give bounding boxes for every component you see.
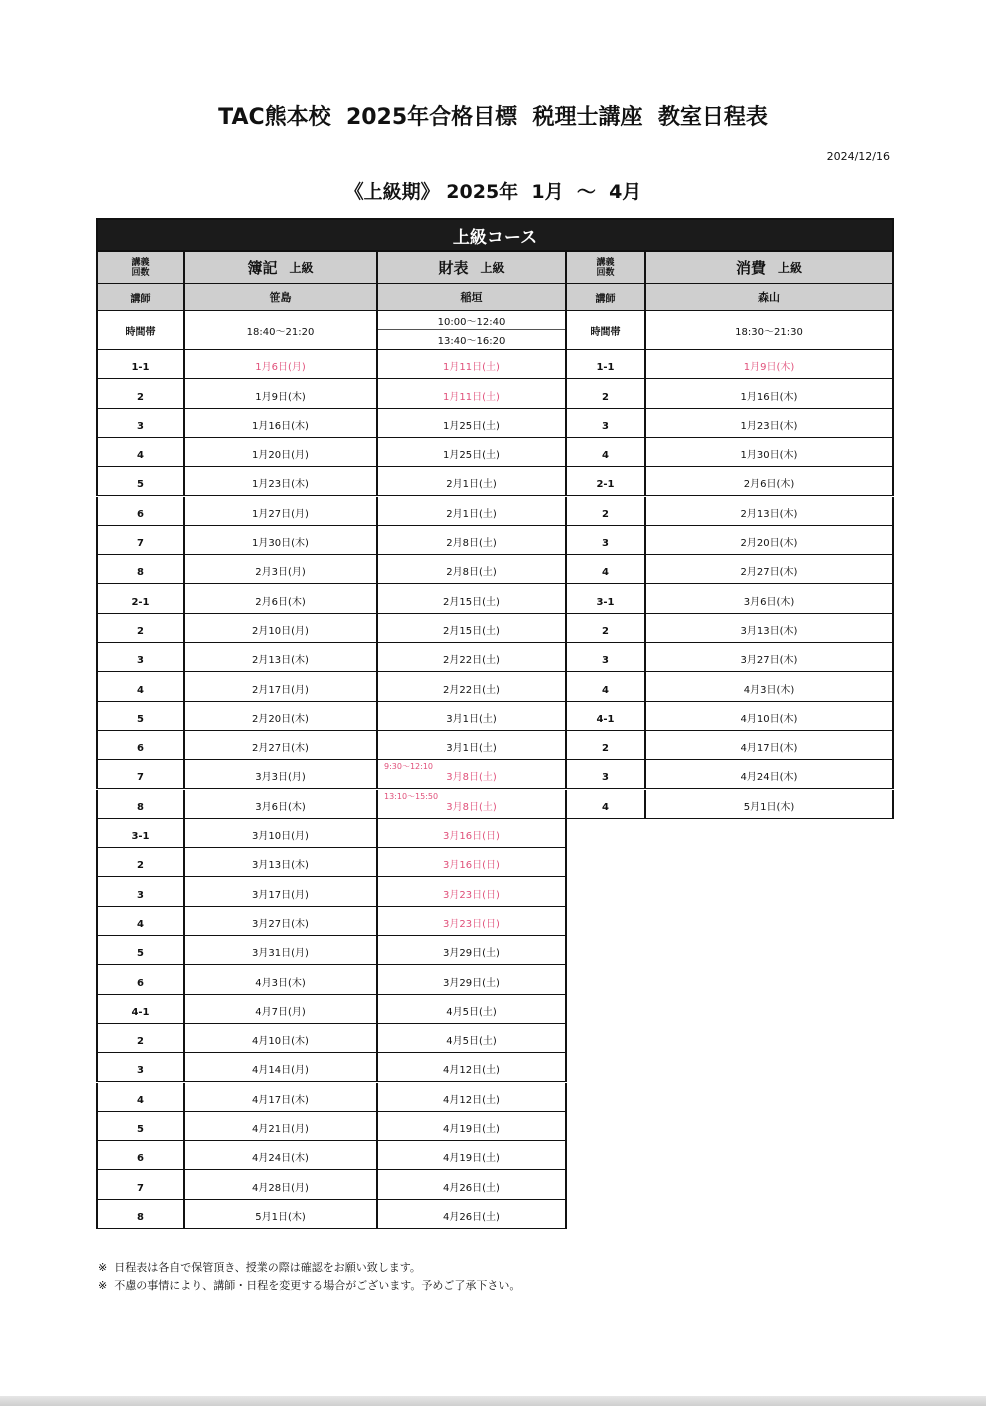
zaihyo-date-cell — [378, 409, 567, 438]
zaihyo-date-cell — [378, 965, 567, 994]
zaihyo-date-cell — [378, 877, 567, 906]
zaihyo-date: 2月8日(土) — [446, 538, 497, 550]
zaihyo-date-cell — [378, 467, 567, 496]
zaihyo-date: 4月5日(土) — [446, 1006, 497, 1018]
header-lecture-label: 講義 — [596, 257, 615, 268]
shohi-date-cell — [646, 555, 894, 584]
lecture-no: 4-1 — [596, 713, 615, 725]
subject-name: 簿記 — [247, 259, 278, 277]
lecture-no-cell — [567, 702, 646, 731]
lecture-no: 3 — [602, 772, 609, 784]
lecture-no: 3 — [137, 889, 144, 901]
lecture-no: 2-1 — [131, 596, 150, 608]
lecture-no: 6 — [137, 743, 144, 755]
shohi-date: 4月17日(木) — [740, 743, 798, 755]
zaihyo-date-cell — [378, 350, 567, 379]
boki-date-cell — [185, 907, 378, 936]
zaihyo-date: 2月15日(土) — [443, 596, 500, 608]
lecture-no-cell — [567, 409, 646, 438]
subject-level: 上級 — [289, 261, 314, 275]
lecture-no: 6 — [137, 977, 144, 989]
lecture-no: 2 — [602, 391, 609, 403]
lecture-no: 4 — [602, 801, 609, 813]
shohi-date-cell — [646, 497, 894, 526]
zaihyo-date: 3月16日(日) — [443, 860, 500, 872]
header-shohi — [646, 252, 894, 284]
teacher-name: 稲垣 — [460, 291, 483, 304]
boki-date-cell — [185, 555, 378, 584]
zaihyo-date: 4月26日(土) — [443, 1211, 500, 1223]
teacher-label: 講師 — [130, 293, 151, 305]
lecture-no: 4 — [602, 567, 609, 579]
period-subtitle: 《上級期》 2025年 1月 ～ 4月 — [344, 181, 642, 203]
zaihyo-date-cell — [378, 907, 567, 936]
zaihyo-date: 2月22日(土) — [443, 655, 500, 667]
boki-date: 3月27日(木) — [252, 918, 309, 930]
shohi-date: 3月6日(木) — [743, 596, 795, 608]
lecture-no-cell — [96, 965, 185, 994]
header-lecture-no — [96, 252, 185, 284]
time-range: 10:00～12:40 — [437, 316, 506, 328]
lecture-no-cell — [96, 614, 185, 643]
time-slot-morning — [378, 311, 565, 330]
lecture-no: 7 — [137, 1182, 144, 1194]
boki-date: 4月3日(木) — [255, 977, 306, 989]
lecture-no: 2 — [602, 508, 609, 520]
shohi-date-cell — [646, 584, 894, 613]
boki-date-cell — [185, 1141, 378, 1170]
zaihyo-date-cell — [378, 790, 567, 819]
boki-date: 2月3日(月) — [255, 567, 306, 579]
shohi-date: 2月20日(木) — [740, 538, 798, 550]
time-label-cell — [567, 311, 646, 350]
lecture-no-cell — [567, 760, 646, 789]
shohi-date-cell — [646, 760, 894, 789]
subject-name: 財表 — [438, 259, 469, 277]
boki-date-cell — [185, 731, 378, 760]
lecture-no: 7 — [137, 538, 144, 550]
subject-level: 上級 — [480, 261, 505, 275]
boki-date-cell — [185, 819, 378, 848]
lecture-no-cell — [96, 760, 185, 789]
zaihyo-date: 2月1日(土) — [446, 479, 497, 491]
lecture-no-cell — [96, 526, 185, 555]
lecture-no: 3 — [602, 538, 609, 550]
lecture-no-cell — [96, 1112, 185, 1141]
zaihyo-date-cell — [378, 614, 567, 643]
time-zaihyo-cell — [378, 311, 567, 350]
zaihyo-date: 2月1日(土) — [446, 508, 497, 520]
zaihyo-date-cell — [378, 526, 567, 555]
header-boki — [185, 252, 378, 284]
zaihyo-date-cell — [378, 379, 567, 408]
lecture-no-cell — [96, 995, 185, 1024]
zaihyo-date: 4月19日(土) — [443, 1124, 500, 1136]
zaihyo-date: 3月29日(土) — [443, 948, 500, 960]
lecture-no-cell — [96, 672, 185, 701]
shohi-date: 2月27日(木) — [740, 567, 798, 579]
lecture-no: 3 — [137, 420, 144, 432]
shohi-date: 5月1日(木) — [743, 801, 795, 813]
boki-date-cell — [185, 1200, 378, 1229]
lecture-no: 4 — [137, 1094, 144, 1106]
teacher-boki-cell — [185, 284, 378, 311]
boki-date: 1月30日(木) — [252, 538, 309, 550]
boki-date: 3月17日(月) — [252, 889, 309, 901]
boki-date-cell — [185, 1024, 378, 1053]
boki-date-cell — [185, 409, 378, 438]
boki-date-cell — [185, 584, 378, 613]
zaihyo-date: 3月1日(土) — [446, 743, 497, 755]
shohi-date: 2月6日(木) — [743, 479, 795, 491]
zaihyo-date: 4月12日(土) — [443, 1065, 500, 1077]
lecture-no: 4 — [137, 450, 144, 462]
issue-date: 2024/12/16 — [826, 150, 890, 163]
lecture-no-cell — [96, 1170, 185, 1199]
zaihyo-date: 4月19日(土) — [443, 1153, 500, 1165]
boki-date-cell — [185, 965, 378, 994]
zaihyo-date: 1月11日(土) — [443, 391, 500, 403]
shohi-date-cell — [646, 643, 894, 672]
boki-date-cell — [185, 672, 378, 701]
lecture-no-cell — [96, 702, 185, 731]
zaihyo-date: 3月8日(土) — [446, 801, 497, 813]
teacher-zaihyo-cell — [378, 284, 567, 311]
zaihyo-date-cell — [378, 1112, 567, 1141]
lecture-no-cell — [567, 584, 646, 613]
header-zaihyo — [378, 252, 567, 284]
boki-date-cell — [185, 497, 378, 526]
time-boki-cell — [185, 311, 378, 350]
shohi-date-cell — [646, 379, 894, 408]
lecture-no: 4 — [602, 684, 609, 696]
zaihyo-date: 1月25日(土) — [443, 450, 500, 462]
page-title: TAC熊本校 2025年合格目標 税理士講座 教室日程表 — [218, 105, 768, 130]
boki-date: 3月10日(月) — [252, 831, 309, 843]
lecture-no: 3 — [602, 420, 609, 432]
shohi-date: 3月13日(木) — [740, 625, 798, 637]
zaihyo-date: 2月8日(土) — [446, 567, 497, 579]
lecture-no-cell — [96, 643, 185, 672]
lecture-no: 4-1 — [131, 1006, 150, 1018]
zaihyo-date: 3月1日(土) — [446, 713, 497, 725]
boki-date-cell — [185, 790, 378, 819]
lecture-no-cell — [567, 672, 646, 701]
lecture-no-cell — [96, 555, 185, 584]
boki-date: 4月28日(月) — [252, 1182, 309, 1194]
boki-date: 1月20日(月) — [252, 450, 309, 462]
boki-date: 4月7日(月) — [255, 1006, 306, 1018]
lecture-no-cell — [96, 819, 185, 848]
lecture-no: 2 — [602, 743, 609, 755]
zaihyo-date: 2月22日(土) — [443, 684, 500, 696]
lecture-no-cell — [567, 350, 646, 379]
lecture-no-cell — [96, 907, 185, 936]
boki-date: 3月3日(月) — [255, 772, 306, 784]
lecture-no-cell — [96, 584, 185, 613]
zaihyo-date: 3月16日(日) — [443, 831, 500, 843]
zaihyo-date: 3月23日(日) — [443, 918, 500, 930]
shohi-date-cell — [646, 731, 894, 760]
boki-date-cell — [185, 350, 378, 379]
zaihyo-date-cell — [378, 848, 567, 877]
lecture-no: 3 — [137, 655, 144, 667]
lecture-no: 2-1 — [596, 479, 615, 491]
zaihyo-date-cell — [378, 1141, 567, 1170]
boki-date: 4月21日(月) — [252, 1124, 309, 1136]
boki-date-cell — [185, 877, 378, 906]
shohi-date-cell — [646, 350, 894, 379]
lecture-no: 3-1 — [131, 831, 150, 843]
lecture-no-cell — [96, 1053, 185, 1082]
course-header-bar — [96, 218, 894, 252]
lecture-no: 4 — [602, 450, 609, 462]
zaihyo-date-cell — [378, 1024, 567, 1053]
zaihyo-date: 4月12日(土) — [443, 1094, 500, 1106]
shohi-date-cell — [646, 790, 894, 819]
shohi-date: 3月27日(木) — [740, 655, 798, 667]
lecture-no-cell — [96, 1024, 185, 1053]
lecture-no-cell — [96, 1141, 185, 1170]
boki-date-cell — [185, 1170, 378, 1199]
boki-date: 1月6日(月) — [255, 362, 306, 374]
time-label: 時間帯 — [125, 326, 156, 338]
boki-date: 4月24日(木) — [252, 1153, 309, 1165]
lecture-no: 8 — [137, 801, 144, 813]
header-label-stack — [131, 258, 149, 278]
zaihyo-date: 4月26日(土) — [443, 1182, 500, 1194]
boki-date: 4月17日(木) — [252, 1094, 309, 1106]
subject-name: 消費 — [735, 259, 766, 277]
lecture-no-cell — [96, 350, 185, 379]
zaihyo-date-cell — [378, 1083, 567, 1112]
time-range: 18:30～21:30 — [735, 326, 803, 338]
teacher-shohi-cell — [646, 284, 894, 311]
boki-date-cell — [185, 438, 378, 467]
lecture-no: 6 — [137, 1153, 144, 1165]
boki-date: 5月1日(木) — [255, 1211, 306, 1223]
zaihyo-date-cell — [378, 584, 567, 613]
zaihyo-date: 4月5日(土) — [446, 1036, 497, 1048]
boki-date-cell — [185, 467, 378, 496]
shohi-date-cell — [646, 526, 894, 555]
zaihyo-date-cell — [378, 760, 567, 789]
zaihyo-date-cell — [378, 555, 567, 584]
shohi-date: 4月3日(木) — [743, 684, 795, 696]
boki-date: 1月23日(木) — [252, 479, 309, 491]
zaihyo-date-cell — [378, 1170, 567, 1199]
time-label: 時間帯 — [590, 326, 621, 338]
time-slot-afternoon — [378, 330, 565, 349]
boki-date-cell — [185, 848, 378, 877]
shohi-date-cell — [646, 702, 894, 731]
time-range: 18:40～21:20 — [246, 326, 315, 338]
lecture-no: 5 — [137, 713, 144, 725]
boki-date-cell — [185, 702, 378, 731]
boki-date: 2月13日(木) — [252, 655, 309, 667]
boki-date: 3月31日(月) — [252, 948, 309, 960]
boki-date-cell — [185, 995, 378, 1024]
zaihyo-date-cell — [378, 702, 567, 731]
header-count-label: 回数 — [131, 267, 150, 278]
lecture-no-cell — [96, 1083, 185, 1112]
lecture-no-cell — [96, 936, 185, 965]
lecture-no-cell — [567, 467, 646, 496]
boki-date-cell — [185, 760, 378, 789]
lecture-no-cell — [96, 731, 185, 760]
zaihyo-date: 3月23日(日) — [443, 889, 500, 901]
boki-date: 3月13日(木) — [252, 860, 309, 872]
zaihyo-time-note: 13:10～15:50 — [384, 791, 439, 801]
lecture-no-cell — [96, 1200, 185, 1229]
shohi-date: 1月30日(木) — [740, 450, 798, 462]
lecture-no: 2 — [137, 391, 144, 403]
lecture-no: 1-1 — [596, 362, 615, 374]
shohi-date-cell — [646, 438, 894, 467]
zaihyo-date: 2月15日(土) — [443, 625, 500, 637]
lecture-no-cell — [96, 790, 185, 819]
teacher-name: 森山 — [758, 291, 780, 304]
lecture-no: 5 — [137, 948, 144, 960]
shohi-date-cell — [646, 614, 894, 643]
teacher-label-cell — [96, 284, 185, 311]
zaihyo-date-cell — [378, 643, 567, 672]
footnote-1: ※ 日程表は各自で保管頂き、授業の際は確認をお願い致します。 — [98, 1261, 421, 1274]
lecture-no-cell — [96, 848, 185, 877]
boki-date: 1月27日(月) — [252, 508, 309, 520]
zaihyo-date: 1月11日(土) — [443, 362, 500, 374]
zaihyo-date-cell — [378, 995, 567, 1024]
shohi-date: 4月24日(木) — [740, 772, 798, 784]
shohi-date-cell — [646, 672, 894, 701]
lecture-no-cell — [96, 467, 185, 496]
lecture-no: 3 — [602, 655, 609, 667]
lecture-no-cell — [96, 409, 185, 438]
boki-date-cell — [185, 1112, 378, 1141]
boki-date-cell — [185, 379, 378, 408]
header-label-stack — [596, 258, 614, 278]
zaihyo-date: 3月29日(土) — [443, 977, 500, 989]
zaihyo-date-cell — [378, 1053, 567, 1082]
boki-date: 4月14日(月) — [252, 1065, 309, 1077]
boki-date-cell — [185, 643, 378, 672]
lecture-no-cell — [96, 438, 185, 467]
lecture-no-cell — [567, 438, 646, 467]
teacher-name: 笹島 — [269, 291, 292, 304]
lecture-no: 2 — [137, 860, 144, 872]
time-label-cell — [96, 311, 185, 350]
header-lecture-label: 講義 — [131, 257, 150, 268]
zaihyo-date-cell — [378, 1200, 567, 1229]
boki-date: 1月9日(木) — [255, 391, 306, 403]
lecture-no-cell — [567, 790, 646, 819]
lecture-no: 2 — [137, 625, 144, 637]
zaihyo-time-note: 9:30～12:10 — [384, 762, 434, 772]
boki-date: 3月6日(木) — [255, 801, 306, 813]
zaihyo-date-cell — [378, 819, 567, 848]
teacher-label: 講師 — [595, 293, 616, 305]
boki-date-cell — [185, 1053, 378, 1082]
subject-level: 上級 — [778, 261, 803, 275]
lecture-no-cell — [96, 379, 185, 408]
shohi-date: 1月9日(木) — [743, 362, 795, 374]
boki-date: 1月16日(木) — [252, 420, 309, 432]
boki-date: 2月27日(木) — [252, 743, 309, 755]
lecture-no: 4 — [137, 918, 144, 930]
boki-date-cell — [185, 526, 378, 555]
lecture-no: 5 — [137, 1124, 144, 1136]
boki-date: 2月10日(月) — [252, 625, 309, 637]
time-range: 13:40～16:20 — [437, 336, 506, 347]
teacher-label-cell — [567, 284, 646, 311]
zaihyo-date-cell — [378, 497, 567, 526]
lecture-no-cell — [96, 497, 185, 526]
lecture-no: 4 — [137, 684, 144, 696]
lecture-no: 2 — [137, 1036, 144, 1048]
header-count-label: 回数 — [596, 267, 615, 278]
footnote-2: ※ 不慮の事情により、講師・日程を変更する場合がございます。予めご了承下さい。 — [98, 1279, 521, 1292]
zaihyo-date-cell — [378, 672, 567, 701]
lecture-no-cell — [567, 731, 646, 760]
shohi-date-cell — [646, 409, 894, 438]
lecture-no: 3 — [137, 1065, 144, 1077]
boki-date: 2月6日(木) — [255, 596, 306, 608]
zaihyo-date: 1月25日(土) — [443, 420, 500, 432]
lecture-no-cell — [567, 497, 646, 526]
boki-date-cell — [185, 1083, 378, 1112]
boki-date-cell — [185, 614, 378, 643]
lecture-no-cell — [567, 555, 646, 584]
zaihyo-date: 3月8日(土) — [446, 772, 497, 784]
lecture-no: 2 — [602, 625, 609, 637]
boki-date: 2月17日(月) — [252, 684, 309, 696]
boki-date: 2月20日(木) — [252, 713, 309, 725]
lecture-no-cell — [567, 643, 646, 672]
shohi-date: 1月16日(木) — [740, 391, 798, 403]
lecture-no: 7 — [137, 772, 144, 784]
zaihyo-date-cell — [378, 731, 567, 760]
zaihyo-date-cell — [378, 438, 567, 467]
shohi-date: 1月23日(木) — [740, 420, 798, 432]
header-lecture-no — [567, 252, 646, 284]
boki-date: 4月10日(木) — [252, 1036, 309, 1048]
page-bottom-edge — [0, 1396, 986, 1406]
lecture-no: 6 — [137, 508, 144, 520]
lecture-no-cell — [567, 526, 646, 555]
lecture-no-cell — [567, 379, 646, 408]
time-shohi-cell — [646, 311, 894, 350]
boki-date-cell — [185, 936, 378, 965]
course-name: 上級コース — [452, 227, 538, 248]
lecture-no: 8 — [137, 567, 144, 579]
lecture-no: 5 — [137, 479, 144, 491]
lecture-no-cell — [567, 614, 646, 643]
lecture-no-cell — [96, 877, 185, 906]
lecture-no: 1-1 — [131, 362, 150, 374]
shohi-date: 4月10日(木) — [740, 713, 798, 725]
lecture-no: 8 — [137, 1211, 144, 1223]
shohi-date-cell — [646, 467, 894, 496]
zaihyo-date-cell — [378, 936, 567, 965]
lecture-no: 3-1 — [596, 596, 615, 608]
shohi-date: 2月13日(木) — [740, 508, 798, 520]
